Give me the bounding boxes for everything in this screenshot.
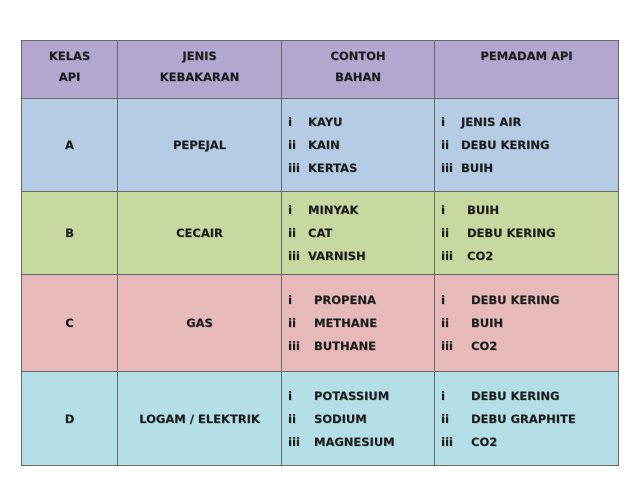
- list-number: iii: [288, 249, 300, 263]
- jenis-cell: LOGAM / ELEKTRIK: [118, 372, 282, 466]
- list-item: [441, 134, 618, 157]
- list-item: [288, 245, 434, 268]
- list-text: JENIS AIR: [461, 115, 522, 129]
- list-item: [288, 134, 434, 157]
- header-kelas-line1: KELAS: [48, 49, 91, 63]
- list-number: i: [288, 203, 292, 217]
- list-item: [288, 199, 434, 222]
- list-item: [288, 335, 434, 358]
- list-number: iii: [441, 161, 453, 175]
- list-item: [441, 111, 618, 134]
- bahan-cell: [282, 275, 435, 372]
- list-text: VARNISH: [308, 249, 366, 263]
- list-text: CO2: [467, 249, 494, 263]
- header-jenis-line2: KEBAKARAN: [159, 70, 240, 84]
- list-number: i: [288, 293, 292, 307]
- header-contoh-line1: CONTOH: [330, 49, 386, 63]
- list-text: KAYU: [308, 115, 343, 129]
- header-contoh-bahan: [282, 41, 435, 99]
- list-text: DEBU KERING: [467, 226, 556, 240]
- list-item: [288, 384, 434, 407]
- list-number: i: [288, 388, 292, 403]
- list-text: PROPENA: [314, 293, 376, 307]
- list-item: [441, 222, 618, 245]
- list-number: i: [441, 293, 445, 307]
- header-contoh-line2: BAHAN: [335, 70, 381, 84]
- list-text: BUIH: [471, 316, 504, 330]
- list-text: MINYAK: [308, 203, 359, 217]
- table-row: [22, 372, 619, 466]
- list-text: BUIH: [461, 161, 494, 175]
- list-number: i: [441, 388, 445, 403]
- fire-class-table: [21, 40, 619, 466]
- list-item: [288, 222, 434, 245]
- list-text: CAT: [308, 226, 333, 240]
- list-number: iii: [288, 161, 300, 175]
- jenis-cell: CECAIR: [118, 192, 282, 275]
- table-row: [22, 192, 619, 275]
- list-number: ii: [441, 138, 449, 152]
- list-text: POTASSIUM: [314, 388, 390, 403]
- list-number: ii: [441, 411, 449, 426]
- header-pemadam-api: [435, 41, 619, 99]
- jenis-cell: GAS: [118, 275, 282, 372]
- list-item: [288, 312, 434, 335]
- list-text: CO2: [471, 339, 498, 353]
- list-text: BUIH: [467, 203, 500, 217]
- list-item: [441, 289, 618, 312]
- list-item: [288, 111, 434, 134]
- pemadam-cell: [435, 275, 619, 372]
- list-item: [441, 384, 618, 407]
- list-text: MAGNESIUM: [314, 434, 395, 449]
- table-row: [22, 275, 619, 372]
- list-number: iii: [441, 434, 453, 449]
- bahan-cell: [282, 99, 435, 192]
- list-item: [441, 199, 618, 222]
- list-item: [288, 289, 434, 312]
- list-item: [441, 430, 618, 453]
- list-item: [288, 407, 434, 430]
- list-text: KAIN: [308, 138, 340, 152]
- list-item: [441, 407, 618, 430]
- list-text: SODIUM: [314, 411, 367, 426]
- list-number: ii: [288, 316, 296, 330]
- bahan-cell: [282, 192, 435, 275]
- list-number: i: [288, 115, 292, 129]
- header-kelas-line2: API: [58, 70, 81, 84]
- jenis-cell: PEPEJAL: [118, 99, 282, 192]
- list-item: [441, 245, 618, 268]
- header-jenis-line1: JENIS: [182, 49, 217, 63]
- list-text: DEBU GRAPHITE: [471, 411, 576, 426]
- header-pemadam-line1: PEMADAM API: [480, 49, 573, 63]
- pemadam-cell: [435, 99, 619, 192]
- list-text: KERTAS: [308, 161, 358, 175]
- list-item: [441, 312, 618, 335]
- list-number: i: [441, 203, 445, 217]
- list-number: i: [441, 115, 445, 129]
- kelas-cell: A: [22, 99, 118, 192]
- kelas-cell: D: [22, 372, 118, 466]
- list-text: CO2: [471, 434, 498, 449]
- list-text: METHANE: [314, 316, 378, 330]
- list-number: iii: [441, 339, 453, 353]
- pemadam-cell: [435, 192, 619, 275]
- list-number: iii: [441, 249, 453, 263]
- table-row: [22, 99, 619, 192]
- bahan-cell: [282, 372, 435, 466]
- list-number: ii: [288, 411, 296, 426]
- list-text: DEBU KERING: [461, 138, 550, 152]
- list-text: DEBU KERING: [471, 293, 560, 307]
- list-item: [288, 157, 434, 180]
- list-number: ii: [288, 226, 296, 240]
- list-text: DEBU KERING: [471, 388, 560, 403]
- header-kelas-api: [22, 41, 118, 99]
- list-item: [441, 157, 618, 180]
- list-item: [288, 430, 434, 453]
- pemadam-cell: [435, 372, 619, 466]
- list-number: ii: [288, 138, 296, 152]
- list-text: BUTHANE: [314, 339, 376, 353]
- list-number: iii: [288, 434, 300, 449]
- kelas-cell: B: [22, 192, 118, 275]
- list-item: [441, 335, 618, 358]
- list-number: ii: [441, 316, 449, 330]
- header-jenis-kebakaran: [118, 41, 282, 99]
- list-number: iii: [288, 339, 300, 353]
- list-number: ii: [441, 226, 449, 240]
- header-row: [22, 41, 619, 99]
- kelas-cell: C: [22, 275, 118, 372]
